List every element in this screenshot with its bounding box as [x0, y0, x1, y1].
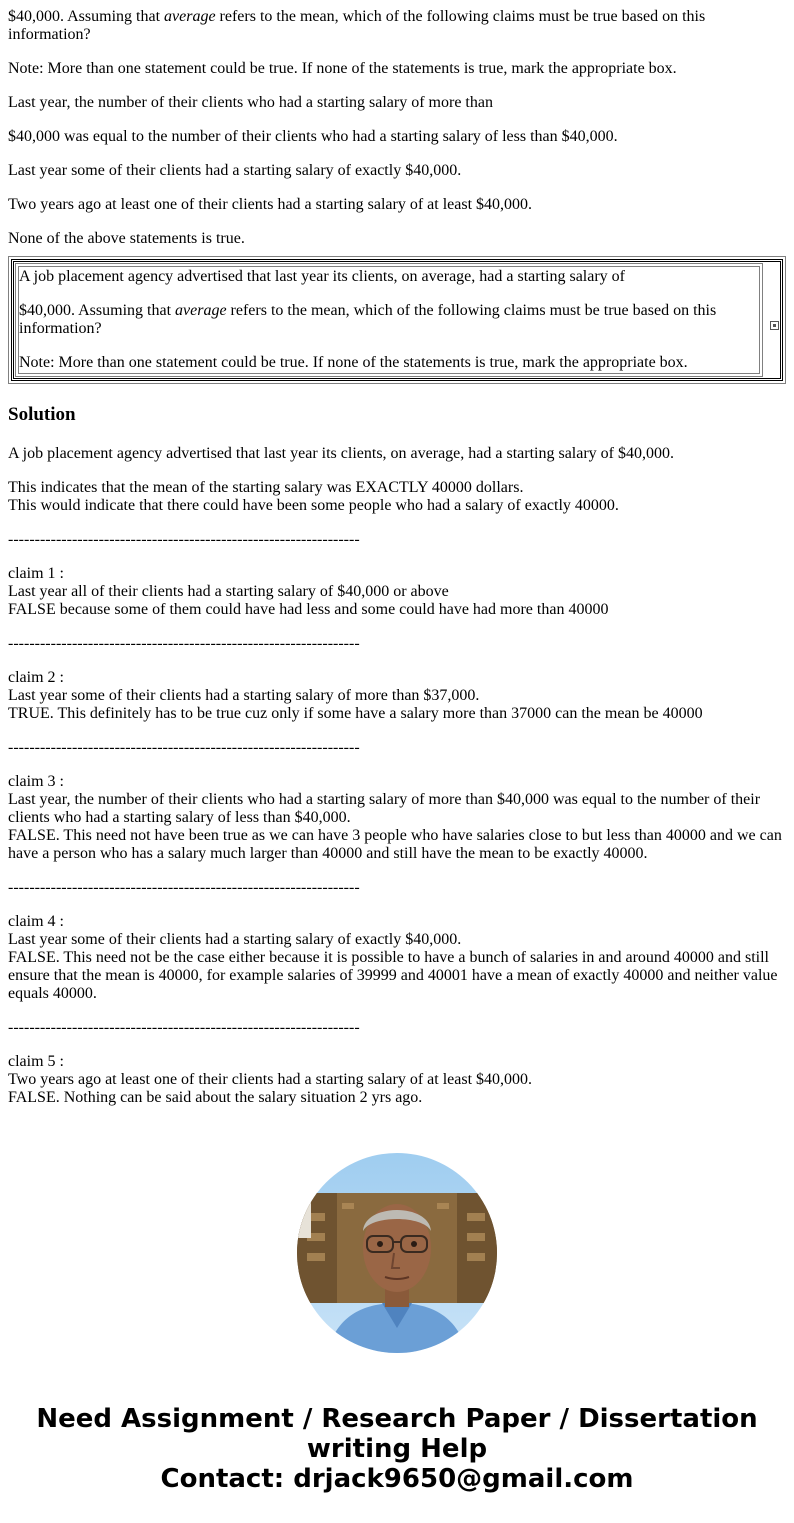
- claim-statement: Last year some of their clients had a starting salary of more than $37,000.: [8, 687, 480, 704]
- claim-label: claim 5 :: [8, 1053, 64, 1070]
- footer-line-2: writing Help: [306, 1434, 488, 1464]
- question-box-frame: [13, 261, 781, 379]
- claim-block: [8, 669, 786, 723]
- claim-block: [8, 773, 786, 863]
- solution-text: This indicates that the mean of the starting salary was EXACTLY 40000 dollars.: [8, 479, 524, 496]
- question-intro-continued: [8, 8, 786, 44]
- question-box-cell: [18, 266, 760, 374]
- solution-heading: Solution: [8, 404, 76, 425]
- claim-answer: FALSE. This need not be the case either because it is possible to have a bunch of salaries in and around 40000 and still ensure that the mean is 40000, for example salaries of 39999 and 40001 have a mean of exactly 40000 and neither value equals 40000.: [8, 949, 778, 1002]
- question-text: refers to the mean, which of the following claims must be true based on this information?: [8, 8, 706, 43]
- option-b: $40,000 was equal to the number of their clients who had a starting salary of less than $40,000.: [8, 128, 618, 145]
- emphasis-average: average: [164, 8, 216, 25]
- separator: ------------------------------------------------------------------: [8, 531, 360, 548]
- broken-image-icon: [770, 321, 779, 330]
- question-box-table: [15, 263, 763, 377]
- solution-intro: A job placement agency advertised that last year its clients, on average, had a starting salary of $40,000.: [8, 445, 674, 462]
- question-box: [8, 256, 786, 384]
- claim-block: [8, 565, 786, 619]
- question-box-frame: [11, 259, 783, 381]
- option-a: Last year, the number of their clients who had a starting salary of more than: [8, 94, 493, 111]
- claim-label: claim 4 :: [8, 913, 64, 930]
- claim-statement: Two years ago at least one of their clients had a starting salary of at least $40,000.: [8, 1071, 533, 1088]
- box-text: refers to the mean, which of the following claims must be true based on this information?: [19, 302, 717, 337]
- solution-mean-explanation: [8, 479, 786, 515]
- claim-statement: Last year, the number of their clients who had a starting salary of more than $40,000 was equal to the number of their clients who had a starting salary of less than $40,000.: [8, 791, 761, 826]
- claim-block: [8, 913, 786, 1003]
- solution-text: This would indicate that there could have been some people who had a salary of exactly 40000.: [8, 497, 619, 514]
- solution-body: [8, 445, 786, 1157]
- box-line-2: [19, 302, 759, 338]
- question-text: $40,000. Assuming that: [8, 8, 165, 25]
- claim-label: claim 1 :: [8, 565, 64, 582]
- page-content: [8, 8, 786, 1157]
- tutor-photo: [297, 1153, 497, 1353]
- box-note: Note: More than one statement could be true. If none of the statements is true, mark the appropriate box.: [19, 354, 688, 371]
- claim-answer: FALSE. This need not have been true as we can have 3 people who have salaries close to but less than 40000 and we can have a person who has a salary much larger than 40000 and still have the mean to be exactly 40000.: [8, 827, 782, 862]
- claim-answer: TRUE. This definitely has to be true cuz only if some have a salary more than 37000 can the mean be 40000: [8, 705, 703, 722]
- separator: ------------------------------------------------------------------: [8, 879, 360, 896]
- box-text: $40,000. Assuming that: [19, 302, 176, 319]
- option-e: None of the above statements is true.: [8, 230, 245, 247]
- separator: ------------------------------------------------------------------: [8, 635, 360, 652]
- emphasis-average: average: [175, 302, 227, 319]
- separator: ------------------------------------------------------------------: [8, 1019, 360, 1036]
- option-d: Two years ago at least one of their clients had a starting salary of at least $40,000.: [8, 196, 533, 213]
- footer-line-1: Need Assignment / Research Paper / Dissertation: [36, 1404, 758, 1434]
- claim-label: claim 3 :: [8, 773, 64, 790]
- claim-statement: Last year some of their clients had a starting salary of exactly $40,000.: [8, 931, 462, 948]
- option-c: Last year some of their clients had a starting salary of exactly $40,000.: [8, 162, 462, 179]
- separator: ------------------------------------------------------------------: [8, 739, 360, 756]
- claim-answer: FALSE. Nothing can be said about the salary situation 2 yrs ago.: [8, 1089, 423, 1106]
- claim-statement: Last year all of their clients had a starting salary of $40,000 or above: [8, 583, 449, 600]
- claim-label: claim 2 :: [8, 669, 64, 686]
- footer-contact: Contact: drjack9650@gmail.com: [160, 1464, 634, 1494]
- question-note: Note: More than one statement could be true. If none of the statements is true, mark the appropriate box.: [8, 60, 677, 77]
- claim-block: [8, 1053, 786, 1107]
- claim-answer: FALSE because some of them could have had less and some could have had more than 40000: [8, 601, 609, 618]
- tutor-avatar: [297, 1153, 497, 1353]
- box-line-1: A job placement agency advertised that last year its clients, on average, had a starting salary of: [19, 268, 625, 285]
- footer-banner: [0, 1404, 794, 1494]
